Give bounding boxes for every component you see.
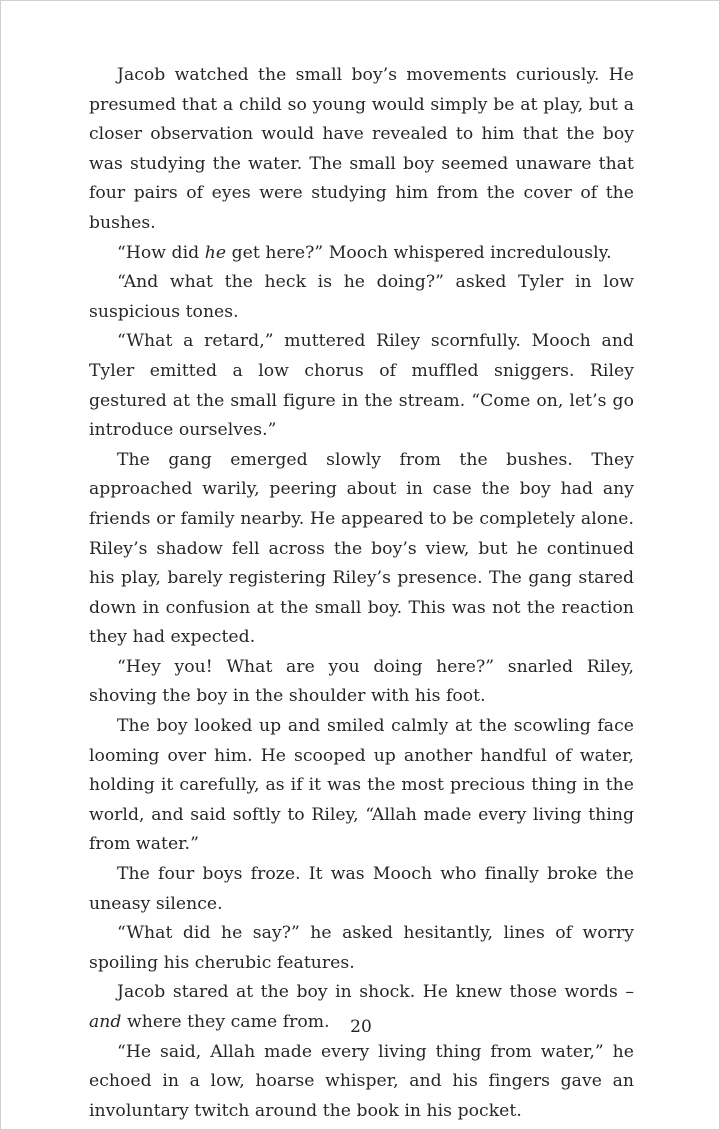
body-text [89,61,634,1126]
text-run: The gang emerged slowly from the bushes. They approached warily, peering about in case the boy had any friends or family nearby. He appeared to be completely alone. Riley’s shadow fell across the boy’s view, but he continued his play, barely registering Riley’s presence. The gang stared down in confusion at the small boy. This was not the reaction they had expected. [89,449,634,648]
text-run: “He said, Allah made every living thing from water,” he echoed in a low, hoarse whisper, and his fingers gave an involuntary twitch around the book in his pocket. [89,1041,634,1121]
text-run: “What did he say?” he asked hesitantly, lines of worry spoiling his cherubic features. [89,923,634,973]
text-run: get here?” Mooch whispered incredulously. [226,242,612,263]
paragraph [89,327,634,445]
paragraph [89,919,634,978]
paragraph [89,61,634,239]
text-run: where they came from. [121,1012,330,1032]
text-run: The boy looked up and smiled calmly at the scowling face looming over him. He scooped up another handful of water, holding it carefully, as if it was the most precious thing in the world, and said softly to Riley, “Allah made every living thing from water.” [89,716,634,855]
page-number: 20 [350,1017,372,1037]
text-run: “Hey you! What are you doing here?” snarled Riley, shoving the boy in the shoulder with his foot. [89,656,634,707]
paragraph [89,1038,634,1127]
text-run: Jacob stared at the boy in shock. He knew those words – [117,982,634,1003]
italic-text: he [204,242,227,263]
italic-text: and [89,1012,122,1032]
text-run: “How did [117,242,205,263]
text-run: “And what the heck is he doing?” asked Tyler in low suspicious tones. [89,272,634,322]
paragraph [89,268,634,327]
paragraph [89,239,634,269]
text-run: Jacob watched the small boy’s movements curiously. He presumed that a child so young would simply be at play, but a closer observation would have revealed to him that the boy was studying the water. The small boy seemed unaware that four pairs of eyes were studying him from the cover of the bushes. [89,65,634,233]
text-run: The four boys froze. It was Mooch who finally broke the uneasy silence. [89,864,634,914]
text-run: “What a retard,” muttered Riley scornfully. Mooch and Tyler emitted a low chorus of muffled sniggers. Riley gestured at the small figure in the stream. “Come on, let’s go introduce ourselves.” [89,331,634,441]
paragraph [89,446,634,653]
paragraph [89,712,634,860]
paragraph [89,860,634,919]
paragraph [89,653,634,712]
